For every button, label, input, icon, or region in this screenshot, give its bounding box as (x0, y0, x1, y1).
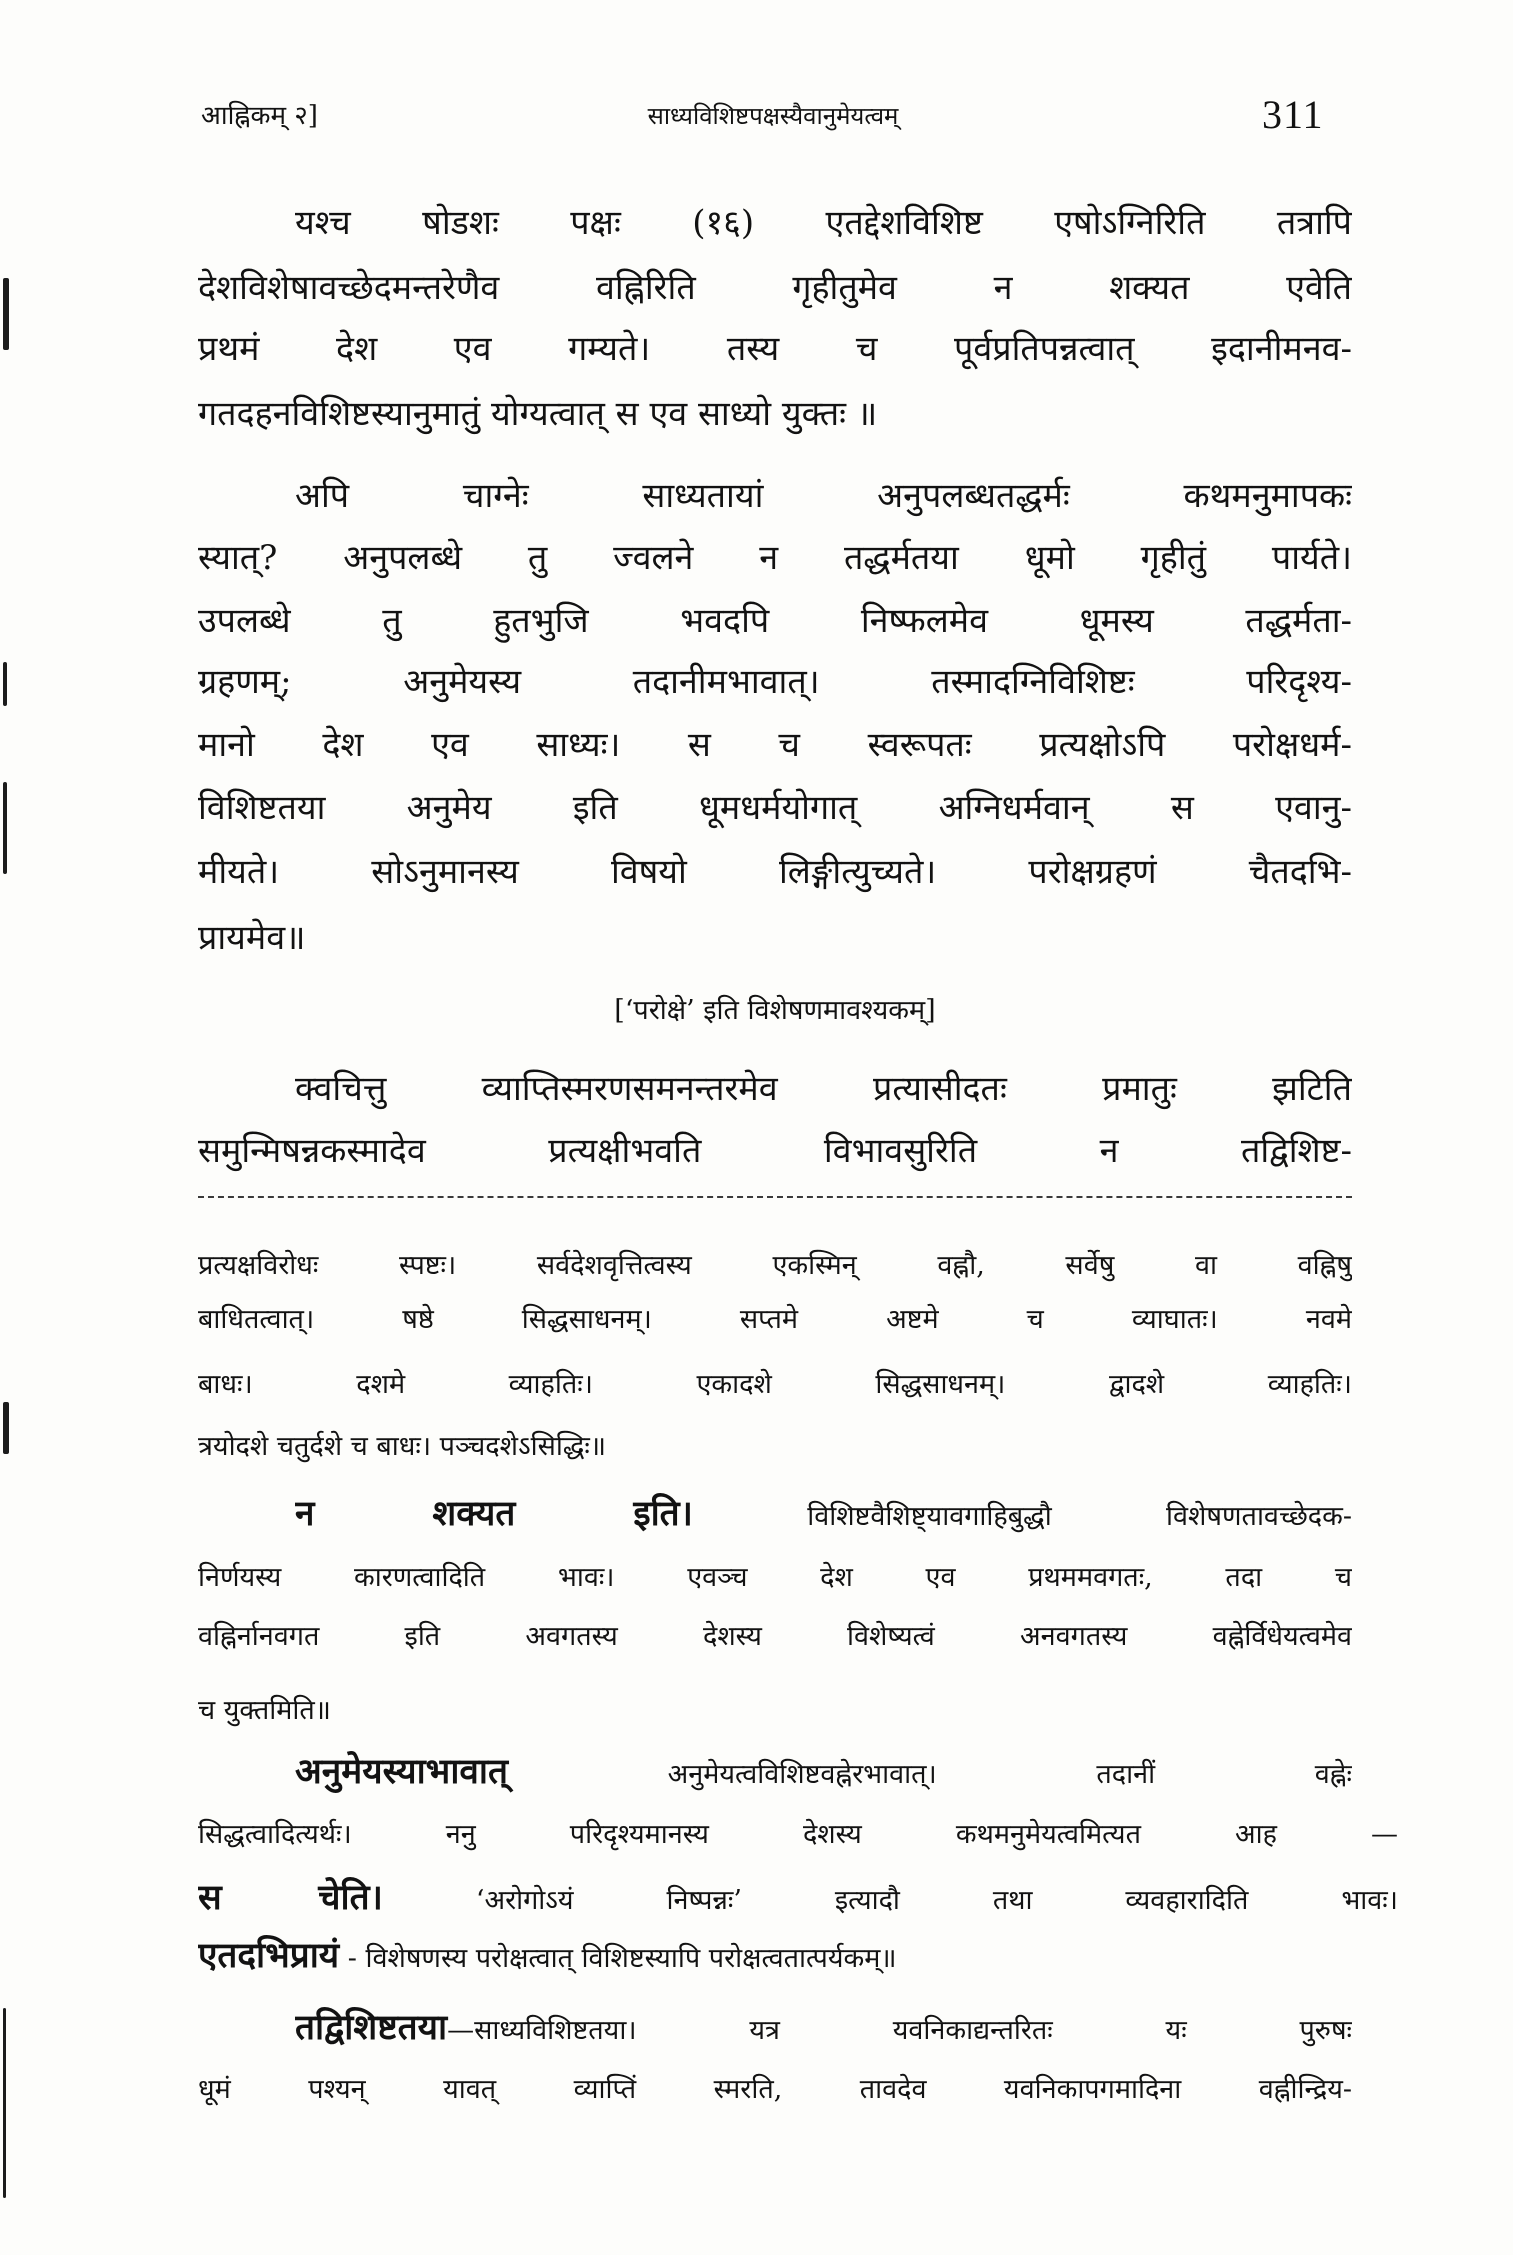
scan-edge-mark (3, 782, 7, 874)
main-text-line: अपि चाग्नेः साध्यतायां अनुपलब्धतद्धर्मः कथमनुमापकः (295, 476, 1352, 516)
footnote-line: सिद्धत्वादित्यर्थः। ननु परिदृश्यमानस्य देशस्य कथमनुमेयत्वमित्यत आह — (198, 1819, 1398, 1850)
scan-edge-mark (3, 662, 7, 706)
main-text-line: देशविशेषावच्छेदमन्तरेणैव वह्निरिति गृहीतुमेव न शक्यत एवेति (198, 268, 1352, 308)
main-text-line: मीयते। सोऽनुमानस्य विषयो लिङ्गीत्युच्यते। परोक्षग्रहणं चैतदभि- (198, 852, 1352, 892)
footnote-line: निर्णयस्य कारणत्वादिति भावः। एवञ्च देश एव प्रथममवगतः, तदा च (198, 1562, 1352, 1593)
footnote-line (295, 1747, 1352, 1797)
footnote-line: बाधः। दशमे व्याहतिः। एकादशे सिद्धसाधनम्। द्वादशे व्याहतिः। (198, 1369, 1352, 1400)
footnote-line: बाधितत्वात्। षष्ठे सिद्धसाधनम्। सप्तमे अष्टमे च व्याघातः। नवमे (198, 1304, 1352, 1335)
footnote-line (295, 2003, 1352, 2053)
scan-edge-mark (3, 278, 9, 350)
footnote-lemma: तद्विशिष्टतया (295, 2007, 448, 2048)
main-text-line: समुन्मिषन्नकस्मादेव प्रत्यक्षीभवति विभावसुरिति न तद्विशिष्ट- (198, 1131, 1352, 1171)
footnote-lemma: न शक्यत इति। (295, 1493, 693, 1534)
footnote-line: प्रत्यक्षविरोधः स्पष्टः। सर्वदेशवृत्तित्वस्य एकस्मिन् वह्नौ, सर्वेषु वा वह्निषु (198, 1250, 1352, 1281)
section-heading: [‘परोक्षे’ इति विशेषणमावश्यकम्] (614, 995, 936, 1026)
main-text-line: प्रायमेव॥ (198, 918, 306, 958)
main-text-line: मानो देश एव साध्यः। स च स्वरूपतः प्रत्यक्षोऽपि परोक्षधर्म- (198, 725, 1352, 765)
main-text-line: प्रथमं देश एव गम्यते। तस्य च पूर्वप्रतिपन्नत्वात् इदानीमनव- (198, 329, 1352, 369)
main-text-line: क्वचित्तु व्याप्तिस्मरणसमनन्तरमेव प्रत्यासीदतः प्रमातुः झटिति (295, 1069, 1352, 1109)
footnote-line: त्रयोदशे चतुर्दशे च बाधः। पञ्चदशेऽसिद्धिः॥ (198, 1431, 607, 1462)
scan-edge-mark (3, 1402, 9, 1454)
footnote-line: धूमं पश्यन् यावत् व्याप्तिं स्मरति, तावदेव यवनिकापगमादिना वह्नीन्द्रिय- (198, 2074, 1352, 2105)
footnote-line (198, 1931, 1352, 1981)
footnote-lemma: एतदभिप्रायं (198, 1935, 340, 1976)
page-number: 311 (1262, 92, 1324, 137)
footnote-lemma: स चेति। (198, 1877, 383, 1918)
footnote-gloss: - विशेषणस्य परोक्षत्वात् विशिष्टस्यापि परोक्षत्वतात्पर्यकम्॥ (347, 1943, 897, 1974)
running-title: साध्यविशिष्टपक्षस्यैवानुमेयत्वम् (647, 102, 899, 130)
footnote-line: च युक्तमिति॥ (198, 1695, 331, 1726)
footnote-lemma: अनुमेयस्याभावात् (295, 1751, 508, 1792)
main-text-line: स्यात्? अनुपलब्धे तु ज्वलने न तद्धर्मतया धूमो गृहीतुं पार्यते। (198, 538, 1352, 578)
main-text-line: गतदहनविशिष्टस्यानुमातुं योग्यत्वात् स एव साध्यो युक्तः ॥ (198, 394, 878, 434)
footnote-gloss: —साध्यविशिष्टतया। यत्र यवनिकाद्यन्तरितः यः पुरुषः (447, 2015, 1352, 2046)
footnote-gloss: ‘अरोगोऽयं निष्पन्नः’ इत्यादौ तथा व्यवहारादिति भावः। (475, 1885, 1398, 1916)
main-text-line: यश्च षोडशः पक्षः (१६) एतद्देशविशिष्ट एषोऽग्निरिति तत्रापि (295, 203, 1352, 243)
main-text-line: उपलब्धे तु हुतभुजि भवदपि निष्फलमेव धूमस्य तद्धर्मता- (198, 601, 1352, 641)
footnote-gloss: विशिष्टवैशिष्ट्यावगाहिबुद्धौ विशेषणतावच्छेदक- (807, 1501, 1352, 1532)
main-text-line: विशिष्टतया अनुमेय इति धूमधर्मयोगात् अग्निधर्मवान् स एवानु- (198, 788, 1352, 828)
scan-edge-mark (3, 2008, 6, 2198)
footnote-line: वह्निर्नानवगत इति अवगतस्य देशस्य विशेष्यत्वं अनवगतस्य वह्नेर्विधेयत्वमेव (198, 1621, 1352, 1652)
footnote-gloss: अनुमेयत्वविशिष्टवह्नेरभावात्। तदानीं वह्नेः (667, 1759, 1352, 1790)
chapter-label: आह्निकम् २] (201, 101, 318, 131)
footnote-line (198, 1873, 1398, 1923)
footnote-separator (198, 1196, 1352, 1198)
main-text-line: ग्रहणम्; अनुमेयस्य तदानीमभावात्। तस्मादग्निविशिष्टः परिदृश्य- (198, 662, 1352, 702)
footnote-line (295, 1489, 1352, 1539)
